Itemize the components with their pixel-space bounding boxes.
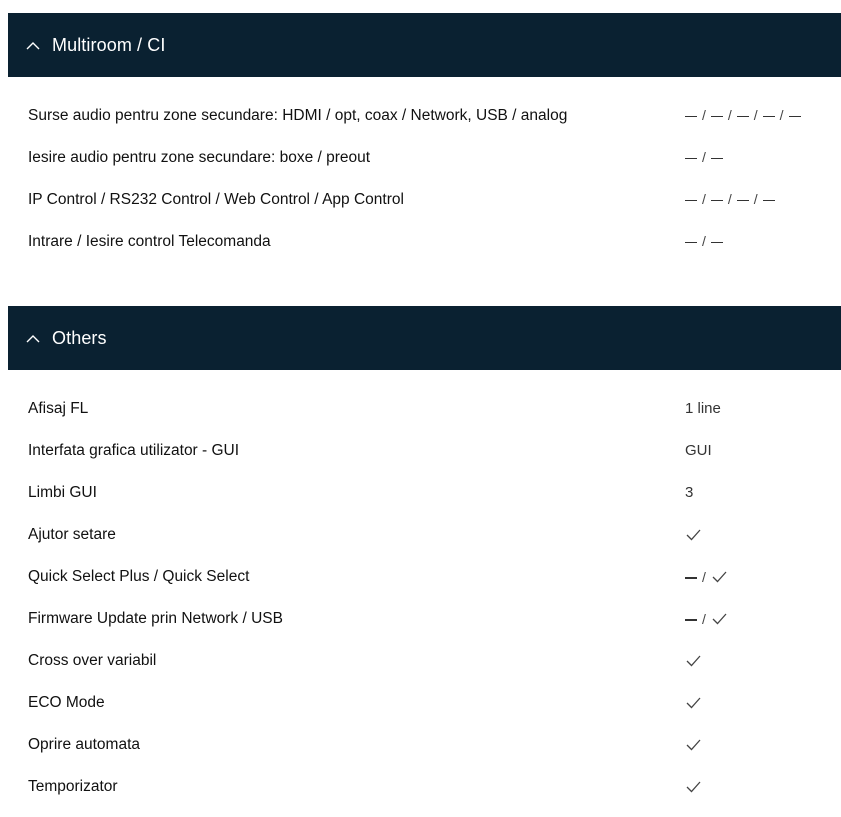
spec-value	[685, 778, 702, 795]
separator: /	[753, 191, 758, 207]
spec-label: Afisaj FL	[28, 400, 89, 417]
spec-label: Intrare / Iesire control Telecomanda	[28, 233, 271, 250]
spec-label: Cross over variabil	[28, 652, 157, 669]
chevron-up-icon	[26, 331, 40, 345]
spec-value-text: 1 line	[685, 400, 721, 417]
spec-value	[685, 736, 702, 753]
value-sequence	[685, 652, 702, 669]
value-sequence	[685, 191, 775, 207]
section-header-multiroom[interactable]	[8, 13, 841, 77]
check-icon	[685, 736, 702, 753]
dash-icon	[711, 158, 723, 160]
spec-row	[28, 223, 828, 265]
spec-label: Limbi GUI	[28, 484, 97, 501]
spec-row	[28, 642, 828, 684]
spec-value	[685, 652, 702, 669]
chevron-up-icon	[26, 38, 40, 52]
spec-label: Interfata grafica utilizator - GUI	[28, 442, 240, 459]
spec-row	[28, 768, 828, 810]
spec-row	[28, 432, 828, 474]
value-sequence	[685, 107, 801, 123]
value-sequence	[685, 526, 702, 543]
separator: /	[702, 191, 706, 207]
spec-value-text: GUI	[685, 442, 712, 459]
dash-icon	[685, 116, 697, 118]
spec-row	[28, 97, 828, 139]
spec-row	[28, 181, 828, 223]
spec-label: Firmware Update prin Network / USB	[28, 610, 283, 627]
separator: /	[753, 107, 758, 123]
value-sequence	[685, 778, 702, 795]
separator: /	[702, 149, 706, 165]
spec-value	[685, 610, 728, 627]
value-sequence	[685, 149, 723, 165]
value-sequence	[685, 694, 702, 711]
separator: /	[702, 233, 706, 249]
spec-label: Ajutor setare	[28, 526, 116, 543]
section-header-others[interactable]	[8, 306, 841, 370]
separator: /	[702, 568, 706, 585]
spec-label: ECO Mode	[28, 694, 105, 711]
dash-icon	[763, 116, 775, 118]
spec-label: IP Control / RS232 Control / Web Control / App Control	[28, 191, 404, 208]
spec-value	[685, 526, 702, 543]
dash-icon	[711, 242, 723, 244]
check-icon	[685, 778, 702, 795]
section-title: Multiroom / CI	[52, 34, 166, 55]
separator: /	[727, 107, 732, 123]
spec-label: Oprire automata	[28, 736, 140, 753]
dash-icon	[685, 158, 697, 160]
spec-row	[28, 726, 828, 768]
spec-row	[28, 474, 828, 516]
spec-value	[685, 568, 728, 585]
spec-label: Iesire audio pentru zone secundare: boxe / preout	[28, 149, 371, 166]
spec-value	[685, 694, 702, 711]
check-icon	[685, 526, 702, 543]
dash-icon	[737, 200, 749, 202]
section-title: Others	[52, 327, 107, 348]
spec-row	[28, 558, 828, 600]
separator: /	[779, 107, 784, 123]
dash-icon	[711, 200, 723, 202]
dash-icon	[685, 577, 697, 579]
check-icon	[711, 568, 728, 585]
check-icon	[685, 652, 702, 669]
spec-value	[685, 233, 723, 249]
spec-value-text: 3	[685, 484, 694, 501]
dash-icon	[685, 619, 697, 621]
spec-value	[685, 149, 723, 165]
spec-value	[685, 107, 801, 123]
value-sequence	[685, 568, 728, 585]
spec-row	[28, 516, 828, 558]
dash-icon	[737, 116, 749, 118]
section-rows-others	[28, 390, 828, 810]
dash-icon	[685, 200, 697, 202]
spec-label: Quick Select Plus / Quick Select	[28, 568, 250, 585]
separator: /	[727, 191, 732, 207]
separator: /	[702, 610, 706, 627]
spec-row	[28, 600, 828, 642]
spec-label: Surse audio pentru zone secundare: HDMI / opt, coax / Network, USB / analog	[28, 107, 568, 124]
dash-icon	[789, 116, 801, 118]
section-rows-multiroom	[28, 97, 828, 265]
value-sequence	[685, 233, 723, 249]
spec-label: Temporizator	[28, 778, 118, 795]
dash-icon	[685, 242, 697, 244]
spec-row	[28, 684, 828, 726]
value-sequence	[685, 610, 728, 627]
spec-row	[28, 390, 828, 432]
dash-icon	[763, 200, 775, 202]
spec-row	[28, 139, 828, 181]
check-icon	[711, 610, 728, 627]
check-icon	[685, 694, 702, 711]
dash-icon	[711, 116, 723, 118]
value-sequence	[685, 736, 702, 753]
spec-value	[685, 191, 775, 207]
separator: /	[702, 107, 706, 123]
